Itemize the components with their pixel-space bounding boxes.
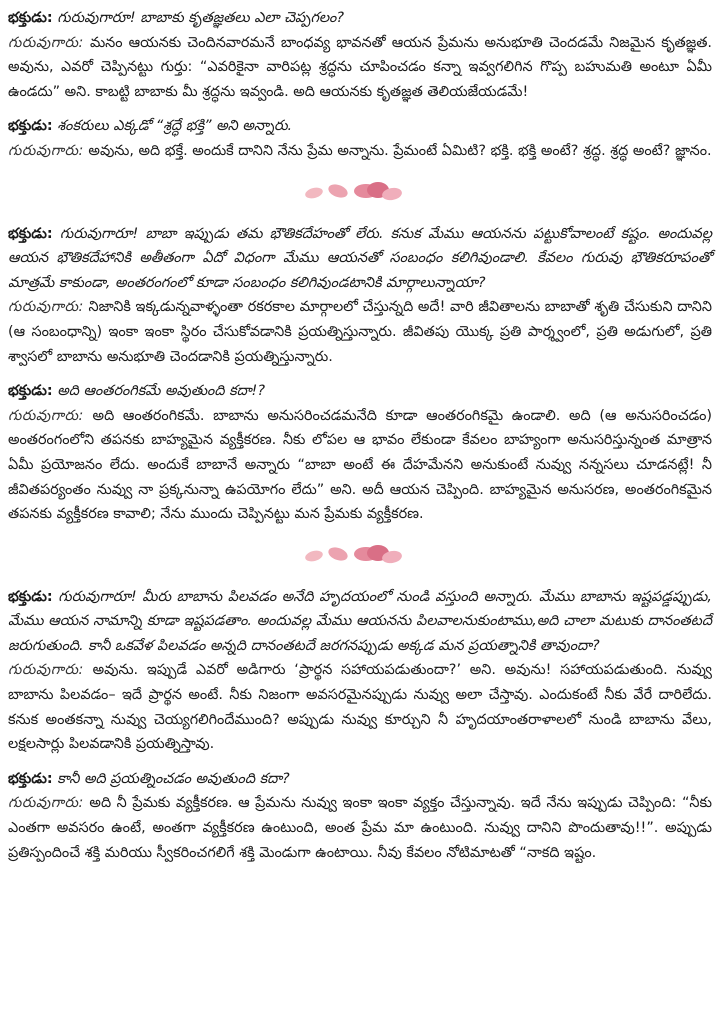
devotee-question bbox=[8, 114, 712, 139]
question-text: గురువుగారూ! బాబాకు కృతజ్ఞతలు ఎలా చెప్పగలం? bbox=[52, 10, 344, 26]
guru-answer bbox=[8, 139, 712, 164]
devotee-question bbox=[8, 379, 712, 404]
rose-petals-divider bbox=[8, 168, 712, 214]
devotee-question bbox=[8, 6, 712, 31]
devotee-question bbox=[8, 585, 712, 659]
devotee-label: భక్తుడు: bbox=[8, 10, 53, 26]
devotee-label: భక్తుడు: bbox=[8, 383, 53, 400]
guru-label: గురువుగారు: bbox=[8, 142, 84, 159]
question-text: అది ఆంతరంగికమే అవుతుంది కదా!? bbox=[52, 383, 265, 400]
question-text: గురువుగారూ! మీరు బాబాను పిలవడం అనేది హృదయంలో నుండి వస్తుంది అన్నారు. మేము బాబాను ఇష్టపడ్డప్పుడు, మేము ఆయన నామాన్ని కూడా ఇష్టపడతాం. అందువల్ల మేము ఆయనను పిలవాలనుకుంటాము,అది చాలా మటుకు దానంతటదే జరుగుతుంది. కానీ ఒకవేళ పిలవడం అన్నది దానంతటదే జరగనప్పుడు అక్కడ మన ప్రయత్నానికి తావుందా? bbox=[8, 588, 712, 654]
devotee-label: భక్తుడు: bbox=[8, 770, 53, 787]
guru-answer bbox=[8, 658, 712, 756]
answer-text: అది ఆంతరంగికమే. బాబాను అనుసరించడమనేది కూడా ఆంతరంగికమై ఉండాలి. అది (ఆ అనుసరించడం) అంతరంగంలోని తపనకు బాహ్యమైన వ్యక్తీకరణ. నీకు లోపల ఆ భావం లేకుండా కేవలం బాహ్యంగా అనుసరిస్తున్నంత మాత్రాన ఏమీ ప్రయోజనం లేదు. అందుకే బాబానే అన్నారు “బాబా అంటే ఈ దేహమేనని అనుకుంటే నువ్వు నన్నసలు చూడనట్లే! నీ జీవితపర్యంతం నువ్వు నా ప్రక్కనున్నా ఉపయోగం లేదు” అని. అదీ ఆయన చెప్పింది. బాహ్యమైన అనుసరణ, అంతరంగికమైన తపనకు వ్యక్తీకరణ కావాలి; నేను ముందు చెప్పినట్టు మన ప్రేమకు వ్యక్తీకరణ. bbox=[8, 407, 712, 523]
guru-answer bbox=[8, 31, 712, 105]
devotee-question bbox=[8, 222, 712, 296]
guru-label: గురువుగారు: bbox=[8, 662, 84, 679]
devotee-label: భక్తుడు: bbox=[8, 118, 53, 135]
guru-answer bbox=[8, 404, 712, 527]
guru-answer bbox=[8, 295, 712, 369]
guru-label: గురువుగారు: bbox=[8, 795, 84, 812]
question-text: కానీ అది ప్రయత్నించడం అవుతుంది కదా? bbox=[52, 770, 290, 787]
guru-label: గురువుగారు: bbox=[8, 407, 84, 424]
devotee-question bbox=[8, 767, 712, 792]
devotee-label: భక్తుడు: bbox=[8, 225, 53, 242]
question-text: శంకరులు ఎక్కడో “శ్రద్ధే భక్తి” అని అన్నారు. bbox=[52, 118, 293, 135]
answer-text: అవును, అది భక్తే. అందుకే దానిని నేను ప్రేమ అన్నాను. ప్రేమంటే ఏమిటి? భక్తి. భక్తి అంటే? శ్రద్ధ. శ్రద్ధ అంటే? జ్ఞానం. bbox=[83, 142, 712, 159]
rose-petals-icon bbox=[300, 539, 420, 569]
answer-text: నిజానికి ఇక్కడున్నవాళ్ళంతా రకరకాల మార్గాలలో చేస్తున్నది అదే! వారి జీవితాలను బాబాతో శృతి చేసుకుని దానిని (ఆ సంబంధాన్ని) ఇంకా ఇంకా స్థిరం చేసుకోవడానికి ప్రయత్నిస్తున్నారు. జీవితపు యొక్క ప్రతి పార్శ్వంలో, ప్రతి అడుగులో, ప్రతి శ్వాసలో బాబాను అనుభూతి చెందడానికి ప్రయత్నిస్తున్నారు. bbox=[8, 299, 712, 365]
answer-text: మనం ఆయనకు చెందినవారమనే బాంధవ్య భావనతో ఆయన ప్రేమను అనుభూతి చెందడమే నిజమైన కృతజ్ఞత. అవును, ఎవరో చెప్పినట్టు గుర్తు: “ఎవరికైనా వారిపట్ల శ్రద్ధను చూపించడం కన్నా ఇవ్వగలిగిన గొప్ప బహుమతి అంటూ ఏమీ ఉండదు” అని. కాబట్టి బాబాకు మీ శ్రద్ధను ఇవ్వండి. అది ఆయనకు కృతజ్ఞత తెలియజేయడమే! bbox=[8, 34, 712, 100]
guru-answer bbox=[8, 791, 712, 865]
rose-petals-icon bbox=[300, 176, 420, 206]
question-text: గురువుగారూ! బాబా ఇప్పుడు తమ భౌతికదేహంతో లేరు. కనుక మేము ఆయనను పట్టుకోవాలంటే కష్టం. అందువల్ల ఆయన భౌతికదేహానికి అతీతంగా ఏదో విధంగా మేము ఆయనతో సంబంధం కలిగివుండాలి. కేవలం గురువు భౌతికరూపంతో మాత్రమే కాకుండా, అంతరంగంలో కూడా సంబంధం కలిగివుండటానికి మార్గాలున్నాయా? bbox=[8, 225, 712, 291]
rose-petals-divider bbox=[8, 531, 712, 577]
devotee-label: భక్తుడు: bbox=[8, 588, 53, 605]
guru-label: గురువుగారు: bbox=[8, 299, 84, 316]
answer-text: అది నీ ప్రేమకు వ్యక్తీకరణ. ఆ ప్రేమను నువ్వు ఇంకా ఇంకా వ్యక్తం చేస్తున్నావు. ఇదే నేను ఇప్పుడు చెప్పింది: “నీకు ఎంతగా అవసరం ఉంటే, అంతగా వ్యక్తీకరణ ఉంటుంది, అంత ప్రేమ మా ఉంటుంది. నువ్వు దానిని పొందుతావు!!”. అప్పుడు ప్రతిస్పందించే శక్తి మరియు స్వీకరించగలిగే శక్తి మెండుగా ఉంటాయి. నీవు కేవలం నోటిమాటతో “నాకది ఇష్టం. bbox=[8, 795, 712, 861]
guru-label: గురువుగారు: bbox=[8, 34, 84, 51]
answer-text: అవును. ఇప్పుడే ఎవరో అడిగారు ‘ప్రార్థన సహాయపడుతుందా?’ అని. అవును! సహాయపడుతుంది. నువ్వు బాబాను పిలవడం– ఇదే ప్రార్థన అంటే. నీకు నిజంగా అవసరమైనప్పుడు నువ్వు అలా చేస్తావు. ఎందుకంటే నీకు వేరే దారిలేదు. కనుక అంతకన్నా నువ్వు చెయ్యగలిగిందేముంది? అప్పుడు నువ్వు కూర్చుని నీ హృదయాంతరాళాలలో నుండి బాబాను వేలు, లక్షలసార్లు పిలవడానికి ప్రయత్నిస్తావు. bbox=[8, 662, 712, 753]
